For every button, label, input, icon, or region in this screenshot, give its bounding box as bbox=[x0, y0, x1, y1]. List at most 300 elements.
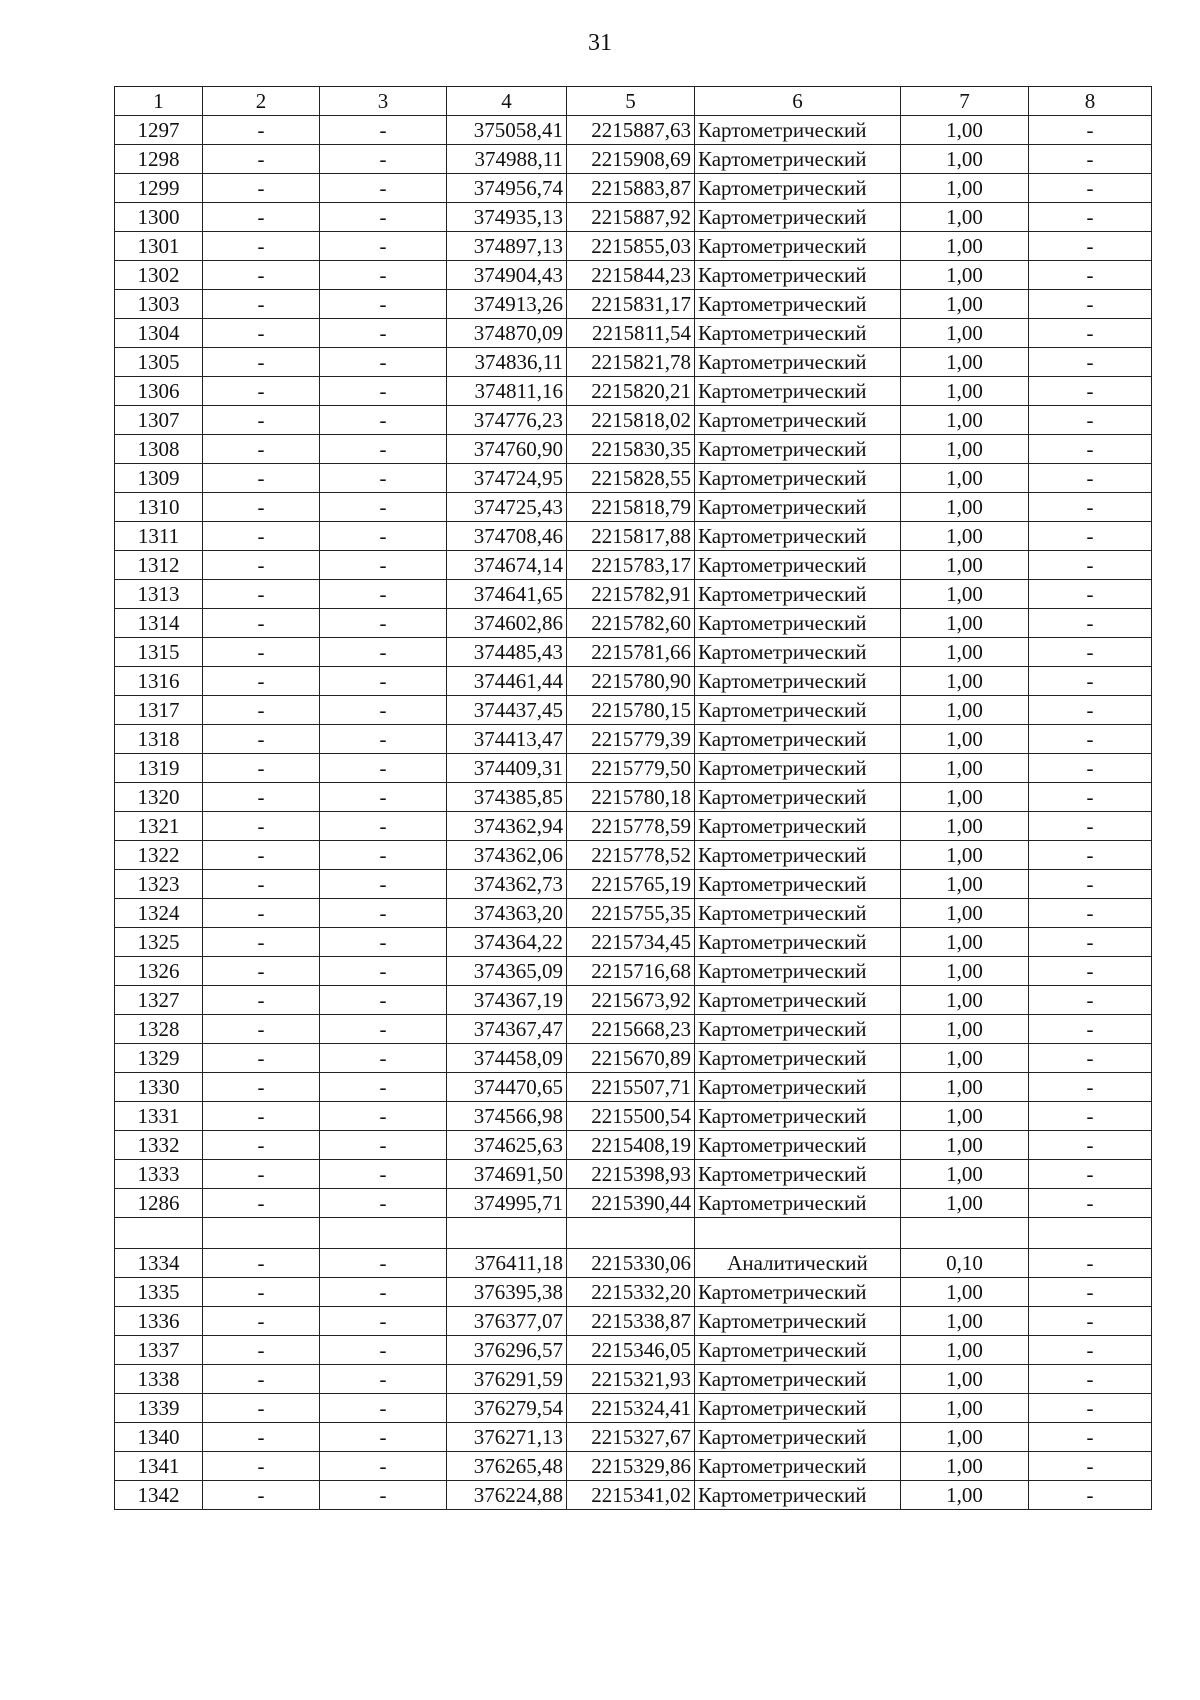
col-3-value: - bbox=[320, 261, 447, 290]
method: Картометрический bbox=[695, 551, 901, 580]
col-2-value: - bbox=[203, 290, 320, 319]
col-3-value: - bbox=[320, 986, 447, 1015]
table-row bbox=[115, 928, 1152, 957]
point-number: 1309 bbox=[115, 464, 203, 493]
col-8-value bbox=[1029, 1218, 1152, 1249]
column-header: 6 bbox=[695, 87, 901, 116]
col-8-value: - bbox=[1029, 1044, 1152, 1073]
x-coordinate: 374691,50 bbox=[447, 1160, 567, 1189]
table-row bbox=[115, 1307, 1152, 1336]
accuracy: 1,00 bbox=[901, 812, 1029, 841]
col-2-value: - bbox=[203, 667, 320, 696]
method: Картометрический bbox=[695, 783, 901, 812]
point-number: 1306 bbox=[115, 377, 203, 406]
point-number: 1330 bbox=[115, 1073, 203, 1102]
y-coordinate: 2215779,50 bbox=[567, 754, 695, 783]
method: Картометрический bbox=[695, 464, 901, 493]
col-8-value: - bbox=[1029, 1481, 1152, 1510]
accuracy: 1,00 bbox=[901, 174, 1029, 203]
col-8-value: - bbox=[1029, 406, 1152, 435]
accuracy: 1,00 bbox=[901, 1307, 1029, 1336]
table-row bbox=[115, 1102, 1152, 1131]
accuracy: 1,00 bbox=[901, 1044, 1029, 1073]
method: Картометрический bbox=[695, 696, 901, 725]
col-8-value: - bbox=[1029, 928, 1152, 957]
accuracy: 1,00 bbox=[901, 1102, 1029, 1131]
point-number: 1286 bbox=[115, 1189, 203, 1218]
point-number: 1322 bbox=[115, 841, 203, 870]
col-2-value: - bbox=[203, 1481, 320, 1510]
table-body bbox=[115, 116, 1152, 1510]
method: Картометрический bbox=[695, 290, 901, 319]
y-coordinate: 2215755,35 bbox=[567, 899, 695, 928]
y-coordinate: 2215765,19 bbox=[567, 870, 695, 899]
point-number: 1329 bbox=[115, 1044, 203, 1073]
col-8-value: - bbox=[1029, 203, 1152, 232]
col-2-value: - bbox=[203, 1189, 320, 1218]
point-number: 1297 bbox=[115, 116, 203, 145]
col-8-value: - bbox=[1029, 464, 1152, 493]
y-coordinate: 2215670,89 bbox=[567, 1044, 695, 1073]
x-coordinate: 374365,09 bbox=[447, 957, 567, 986]
x-coordinate bbox=[447, 1218, 567, 1249]
table-row bbox=[115, 1365, 1152, 1394]
accuracy: 1,00 bbox=[901, 870, 1029, 899]
coordinates-table bbox=[114, 86, 1152, 1510]
col-3-value: - bbox=[320, 1481, 447, 1510]
accuracy: 1,00 bbox=[901, 638, 1029, 667]
col-3-value: - bbox=[320, 232, 447, 261]
accuracy: 1,00 bbox=[901, 841, 1029, 870]
col-2-value: - bbox=[203, 377, 320, 406]
accuracy: 1,00 bbox=[901, 609, 1029, 638]
table-row bbox=[115, 667, 1152, 696]
accuracy: 1,00 bbox=[901, 551, 1029, 580]
x-coordinate: 374725,43 bbox=[447, 493, 567, 522]
x-coordinate: 374385,85 bbox=[447, 783, 567, 812]
x-coordinate: 376271,13 bbox=[447, 1423, 567, 1452]
method: Картометрический bbox=[695, 870, 901, 899]
col-3-value: - bbox=[320, 841, 447, 870]
col-8-value: - bbox=[1029, 348, 1152, 377]
col-8-value: - bbox=[1029, 812, 1152, 841]
method: Картометрический bbox=[695, 638, 901, 667]
point-number: 1310 bbox=[115, 493, 203, 522]
point-number: 1340 bbox=[115, 1423, 203, 1452]
col-3-value: - bbox=[320, 1044, 447, 1073]
x-coordinate: 376279,54 bbox=[447, 1394, 567, 1423]
accuracy: 1,00 bbox=[901, 1394, 1029, 1423]
col-3-value: - bbox=[320, 1015, 447, 1044]
method: Картометрический bbox=[695, 1044, 901, 1073]
x-coordinate: 375058,41 bbox=[447, 116, 567, 145]
x-coordinate: 374362,73 bbox=[447, 870, 567, 899]
col-3-value: - bbox=[320, 406, 447, 435]
point-number: 1311 bbox=[115, 522, 203, 551]
table-row bbox=[115, 696, 1152, 725]
col-3-value: - bbox=[320, 899, 447, 928]
point-number: 1342 bbox=[115, 1481, 203, 1510]
col-2-value: - bbox=[203, 1073, 320, 1102]
x-coordinate: 374602,86 bbox=[447, 609, 567, 638]
table-row bbox=[115, 348, 1152, 377]
point-number: 1301 bbox=[115, 232, 203, 261]
x-coordinate: 374485,43 bbox=[447, 638, 567, 667]
col-2-value bbox=[203, 1218, 320, 1249]
x-coordinate: 374836,11 bbox=[447, 348, 567, 377]
method: Картометрический bbox=[695, 377, 901, 406]
col-2-value: - bbox=[203, 609, 320, 638]
method: Картометрический bbox=[695, 841, 901, 870]
col-2-value: - bbox=[203, 1365, 320, 1394]
x-coordinate: 374641,65 bbox=[447, 580, 567, 609]
col-8-value: - bbox=[1029, 754, 1152, 783]
page-number: 31 bbox=[588, 30, 612, 56]
accuracy: 1,00 bbox=[901, 725, 1029, 754]
col-2-value: - bbox=[203, 1452, 320, 1481]
col-2-value: - bbox=[203, 406, 320, 435]
col-3-value: - bbox=[320, 174, 447, 203]
col-2-value: - bbox=[203, 783, 320, 812]
y-coordinate: 2215781,66 bbox=[567, 638, 695, 667]
col-3-value: - bbox=[320, 928, 447, 957]
point-number: 1338 bbox=[115, 1365, 203, 1394]
method: Картометрический bbox=[695, 1307, 901, 1336]
table-row bbox=[115, 1189, 1152, 1218]
col-3-value: - bbox=[320, 1423, 447, 1452]
col-3-value: - bbox=[320, 377, 447, 406]
col-3-value: - bbox=[320, 1336, 447, 1365]
col-8-value: - bbox=[1029, 1131, 1152, 1160]
y-coordinate: 2215338,87 bbox=[567, 1307, 695, 1336]
col-2-value: - bbox=[203, 870, 320, 899]
accuracy: 1,00 bbox=[901, 261, 1029, 290]
col-3-value: - bbox=[320, 1365, 447, 1394]
point-number bbox=[115, 1218, 203, 1249]
accuracy: 1,00 bbox=[901, 290, 1029, 319]
y-coordinate: 2215779,39 bbox=[567, 725, 695, 754]
table-row bbox=[115, 290, 1152, 319]
point-number: 1321 bbox=[115, 812, 203, 841]
method: Картометрический bbox=[695, 899, 901, 928]
col-3-value: - bbox=[320, 696, 447, 725]
table-row bbox=[115, 1015, 1152, 1044]
y-coordinate: 2215408,19 bbox=[567, 1131, 695, 1160]
method: Картометрический bbox=[695, 1278, 901, 1307]
accuracy: 1,00 bbox=[901, 1131, 1029, 1160]
x-coordinate: 376291,59 bbox=[447, 1365, 567, 1394]
table-row bbox=[115, 1423, 1152, 1452]
y-coordinate: 2215321,93 bbox=[567, 1365, 695, 1394]
col-2-value: - bbox=[203, 1131, 320, 1160]
x-coordinate: 374625,63 bbox=[447, 1131, 567, 1160]
method: Картометрический bbox=[695, 1423, 901, 1452]
col-3-value: - bbox=[320, 1189, 447, 1218]
col-2-value: - bbox=[203, 1278, 320, 1307]
point-number: 1299 bbox=[115, 174, 203, 203]
table-row bbox=[115, 1131, 1152, 1160]
col-8-value: - bbox=[1029, 261, 1152, 290]
table-row bbox=[115, 1394, 1152, 1423]
y-coordinate: 2215908,69 bbox=[567, 145, 695, 174]
point-number: 1302 bbox=[115, 261, 203, 290]
col-3-value: - bbox=[320, 493, 447, 522]
col-8-value: - bbox=[1029, 696, 1152, 725]
x-coordinate: 374870,09 bbox=[447, 319, 567, 348]
point-number: 1314 bbox=[115, 609, 203, 638]
x-coordinate: 374367,47 bbox=[447, 1015, 567, 1044]
column-header: 4 bbox=[447, 87, 567, 116]
y-coordinate: 2215716,68 bbox=[567, 957, 695, 986]
table-row bbox=[115, 464, 1152, 493]
accuracy: 1,00 bbox=[901, 754, 1029, 783]
point-number: 1328 bbox=[115, 1015, 203, 1044]
table-row bbox=[115, 812, 1152, 841]
x-coordinate: 376265,48 bbox=[447, 1452, 567, 1481]
col-8-value: - bbox=[1029, 1278, 1152, 1307]
accuracy: 1,00 bbox=[901, 1336, 1029, 1365]
accuracy: 1,00 bbox=[901, 1160, 1029, 1189]
table-row bbox=[115, 551, 1152, 580]
table-row bbox=[115, 899, 1152, 928]
method: Картометрический bbox=[695, 319, 901, 348]
col-2-value: - bbox=[203, 145, 320, 174]
table-row bbox=[115, 841, 1152, 870]
y-coordinate: 2215887,63 bbox=[567, 116, 695, 145]
y-coordinate: 2215341,02 bbox=[567, 1481, 695, 1510]
y-coordinate: 2215346,05 bbox=[567, 1336, 695, 1365]
col-8-value: - bbox=[1029, 522, 1152, 551]
column-header: 1 bbox=[115, 87, 203, 116]
table-row bbox=[115, 203, 1152, 232]
table-row bbox=[115, 1452, 1152, 1481]
col-8-value: - bbox=[1029, 319, 1152, 348]
table-row bbox=[115, 232, 1152, 261]
table-row bbox=[115, 725, 1152, 754]
y-coordinate: 2215668,23 bbox=[567, 1015, 695, 1044]
col-8-value: - bbox=[1029, 116, 1152, 145]
accuracy: 1,00 bbox=[901, 406, 1029, 435]
table-row bbox=[115, 319, 1152, 348]
method: Картометрический bbox=[695, 580, 901, 609]
table-row bbox=[115, 783, 1152, 812]
x-coordinate: 374811,16 bbox=[447, 377, 567, 406]
header-row bbox=[115, 87, 1152, 116]
col-3-value: - bbox=[320, 957, 447, 986]
method: Картометрический bbox=[695, 493, 901, 522]
col-2-value: - bbox=[203, 754, 320, 783]
col-3-value: - bbox=[320, 464, 447, 493]
y-coordinate: 2215673,92 bbox=[567, 986, 695, 1015]
table-row bbox=[115, 1278, 1152, 1307]
col-8-value: - bbox=[1029, 1394, 1152, 1423]
col-2-value: - bbox=[203, 116, 320, 145]
col-2-value: - bbox=[203, 957, 320, 986]
x-coordinate: 374935,13 bbox=[447, 203, 567, 232]
x-coordinate: 374988,11 bbox=[447, 145, 567, 174]
y-coordinate: 2215887,92 bbox=[567, 203, 695, 232]
col-3-value: - bbox=[320, 1131, 447, 1160]
method: Картометрический bbox=[695, 812, 901, 841]
col-8-value: - bbox=[1029, 638, 1152, 667]
accuracy: 1,00 bbox=[901, 1278, 1029, 1307]
col-8-value: - bbox=[1029, 1015, 1152, 1044]
col-2-value: - bbox=[203, 1423, 320, 1452]
table-row bbox=[115, 145, 1152, 174]
col-2-value: - bbox=[203, 1394, 320, 1423]
method bbox=[695, 1218, 901, 1249]
accuracy: 1,00 bbox=[901, 1189, 1029, 1218]
col-3-value: - bbox=[320, 435, 447, 464]
col-3-value: - bbox=[320, 1452, 447, 1481]
col-3-value: - bbox=[320, 1278, 447, 1307]
col-2-value: - bbox=[203, 696, 320, 725]
method: Картометрический bbox=[695, 116, 901, 145]
y-coordinate: 2215820,21 bbox=[567, 377, 695, 406]
x-coordinate: 374708,46 bbox=[447, 522, 567, 551]
accuracy: 1,00 bbox=[901, 116, 1029, 145]
method: Картометрический bbox=[695, 522, 901, 551]
y-coordinate: 2215818,79 bbox=[567, 493, 695, 522]
point-number: 1331 bbox=[115, 1102, 203, 1131]
col-8-value: - bbox=[1029, 1102, 1152, 1131]
accuracy: 1,00 bbox=[901, 957, 1029, 986]
col-8-value: - bbox=[1029, 1189, 1152, 1218]
col-8-value: - bbox=[1029, 1452, 1152, 1481]
method: Картометрический bbox=[695, 957, 901, 986]
x-coordinate: 374760,90 bbox=[447, 435, 567, 464]
col-8-value: - bbox=[1029, 493, 1152, 522]
table-row bbox=[115, 754, 1152, 783]
method: Картометрический bbox=[695, 1452, 901, 1481]
accuracy: 1,00 bbox=[901, 1073, 1029, 1102]
x-coordinate: 374409,31 bbox=[447, 754, 567, 783]
accuracy: 1,00 bbox=[901, 464, 1029, 493]
col-2-value: - bbox=[203, 928, 320, 957]
table-row bbox=[115, 377, 1152, 406]
y-coordinate: 2215324,41 bbox=[567, 1394, 695, 1423]
point-number: 1298 bbox=[115, 145, 203, 174]
accuracy: 1,00 bbox=[901, 899, 1029, 928]
point-number: 1325 bbox=[115, 928, 203, 957]
col-8-value: - bbox=[1029, 580, 1152, 609]
table-row bbox=[115, 116, 1152, 145]
accuracy: 1,00 bbox=[901, 783, 1029, 812]
col-2-value: - bbox=[203, 174, 320, 203]
accuracy: 1,00 bbox=[901, 348, 1029, 377]
accuracy: 1,00 bbox=[901, 928, 1029, 957]
accuracy: 1,00 bbox=[901, 232, 1029, 261]
table-row bbox=[115, 1160, 1152, 1189]
accuracy: 0,10 bbox=[901, 1249, 1029, 1278]
col-3-value: - bbox=[320, 1249, 447, 1278]
col-3-value: - bbox=[320, 1307, 447, 1336]
col-8-value: - bbox=[1029, 232, 1152, 261]
point-number: 1317 bbox=[115, 696, 203, 725]
col-3-value: - bbox=[320, 725, 447, 754]
y-coordinate: 2215782,60 bbox=[567, 609, 695, 638]
accuracy: 1,00 bbox=[901, 1423, 1029, 1452]
col-2-value: - bbox=[203, 493, 320, 522]
y-coordinate: 2215734,45 bbox=[567, 928, 695, 957]
y-coordinate: 2215817,88 bbox=[567, 522, 695, 551]
y-coordinate: 2215831,17 bbox=[567, 290, 695, 319]
y-coordinate: 2215830,35 bbox=[567, 435, 695, 464]
col-2-value: - bbox=[203, 899, 320, 928]
method: Картометрический bbox=[695, 1365, 901, 1394]
x-coordinate: 374724,95 bbox=[447, 464, 567, 493]
col-3-value: - bbox=[320, 580, 447, 609]
col-8-value: - bbox=[1029, 174, 1152, 203]
method: Картометрический bbox=[695, 754, 901, 783]
col-8-value: - bbox=[1029, 435, 1152, 464]
col-3-value: - bbox=[320, 783, 447, 812]
column-header: 8 bbox=[1029, 87, 1152, 116]
method: Картометрический bbox=[695, 1015, 901, 1044]
table-row bbox=[115, 638, 1152, 667]
col-8-value: - bbox=[1029, 609, 1152, 638]
y-coordinate: 2215780,18 bbox=[567, 783, 695, 812]
y-coordinate: 2215327,67 bbox=[567, 1423, 695, 1452]
accuracy: 1,00 bbox=[901, 145, 1029, 174]
col-8-value: - bbox=[1029, 1365, 1152, 1394]
col-3-value: - bbox=[320, 348, 447, 377]
y-coordinate: 2215818,02 bbox=[567, 406, 695, 435]
y-coordinate: 2215780,15 bbox=[567, 696, 695, 725]
y-coordinate: 2215507,71 bbox=[567, 1073, 695, 1102]
col-2-value: - bbox=[203, 1102, 320, 1131]
y-coordinate: 2215782,91 bbox=[567, 580, 695, 609]
col-8-value: - bbox=[1029, 783, 1152, 812]
method: Картометрический bbox=[695, 928, 901, 957]
col-2-value: - bbox=[203, 319, 320, 348]
col-2-value: - bbox=[203, 464, 320, 493]
y-coordinate: 2215330,06 bbox=[567, 1249, 695, 1278]
point-number: 1332 bbox=[115, 1131, 203, 1160]
y-coordinate: 2215390,44 bbox=[567, 1189, 695, 1218]
accuracy: 1,00 bbox=[901, 667, 1029, 696]
point-number: 1316 bbox=[115, 667, 203, 696]
col-2-value: - bbox=[203, 725, 320, 754]
y-coordinate: 2215828,55 bbox=[567, 464, 695, 493]
method: Картометрический bbox=[695, 1073, 901, 1102]
point-number: 1327 bbox=[115, 986, 203, 1015]
point-number: 1333 bbox=[115, 1160, 203, 1189]
col-2-value: - bbox=[203, 203, 320, 232]
col-2-value: - bbox=[203, 1249, 320, 1278]
col-8-value: - bbox=[1029, 667, 1152, 696]
col-2-value: - bbox=[203, 638, 320, 667]
point-number: 1324 bbox=[115, 899, 203, 928]
col-3-value: - bbox=[320, 1102, 447, 1131]
point-number: 1320 bbox=[115, 783, 203, 812]
point-number: 1303 bbox=[115, 290, 203, 319]
x-coordinate: 374461,44 bbox=[447, 667, 567, 696]
table-row bbox=[115, 1044, 1152, 1073]
col-3-value: - bbox=[320, 609, 447, 638]
table-row bbox=[115, 406, 1152, 435]
method: Картометрический bbox=[695, 1394, 901, 1423]
point-number: 1323 bbox=[115, 870, 203, 899]
col-3-value: - bbox=[320, 1394, 447, 1423]
x-coordinate: 374413,47 bbox=[447, 725, 567, 754]
point-number: 1339 bbox=[115, 1394, 203, 1423]
x-coordinate: 376395,38 bbox=[447, 1278, 567, 1307]
col-8-value: - bbox=[1029, 957, 1152, 986]
table-row bbox=[115, 1073, 1152, 1102]
col-2-value: - bbox=[203, 261, 320, 290]
col-3-value: - bbox=[320, 290, 447, 319]
